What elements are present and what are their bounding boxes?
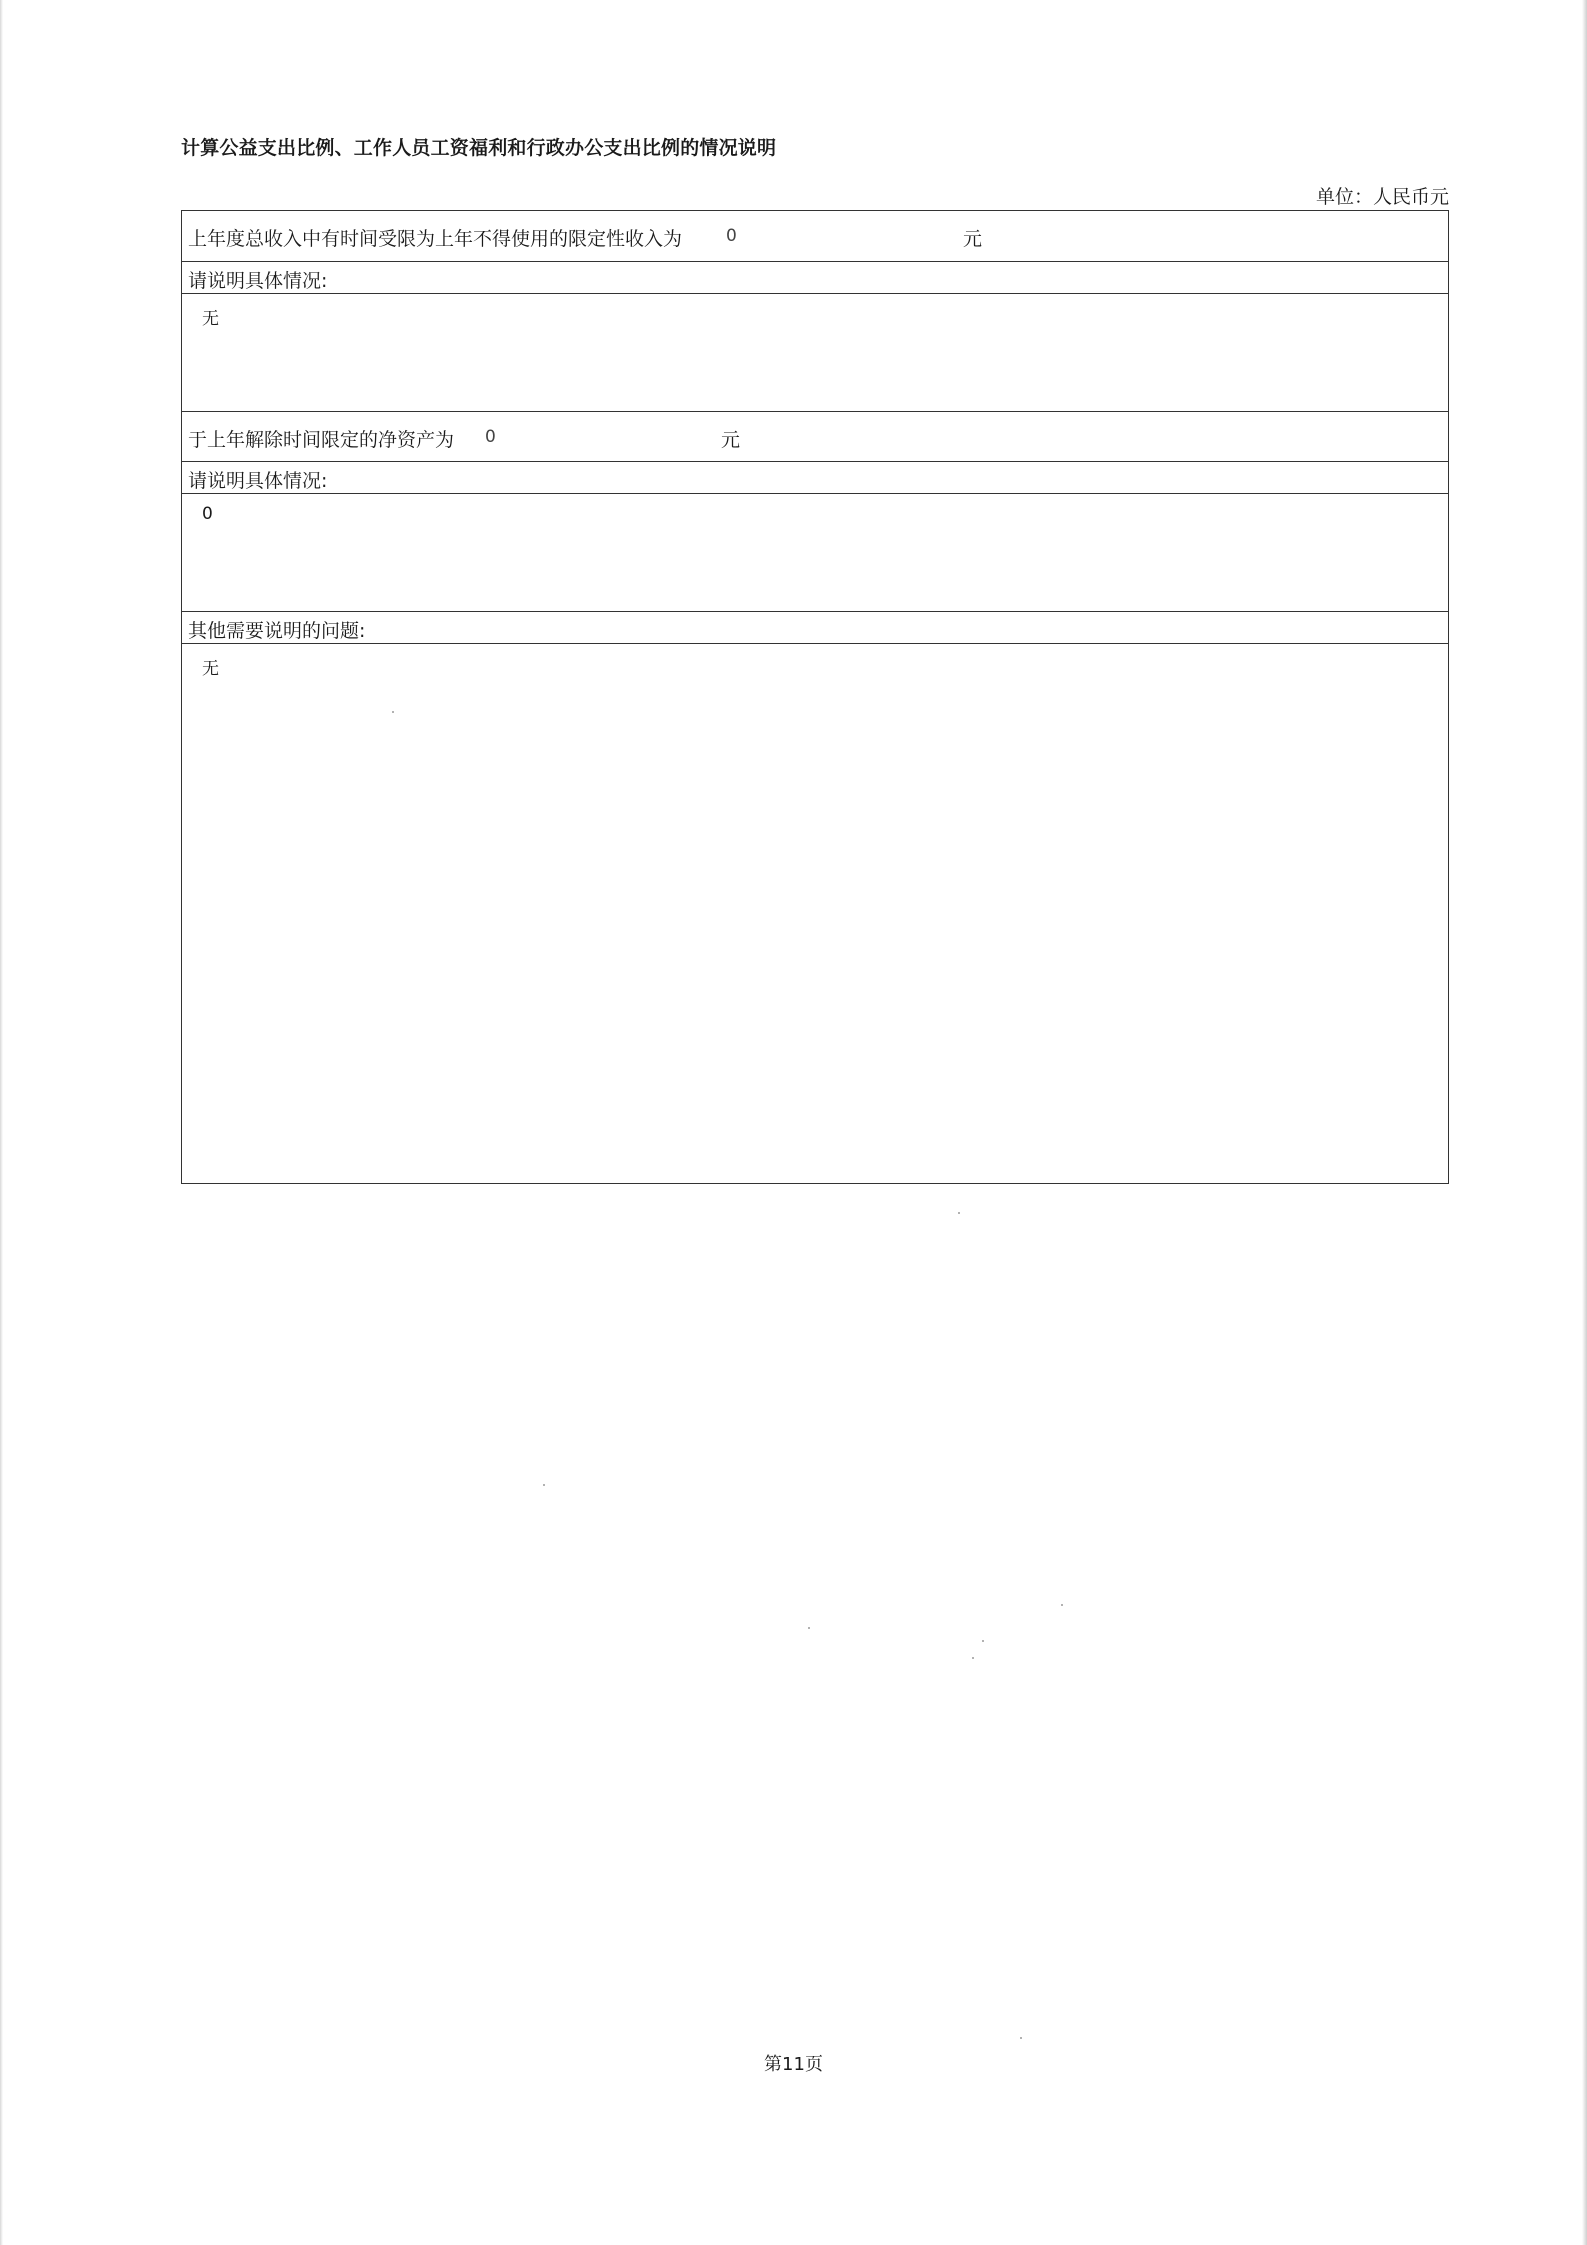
other-issues-content: 无	[202, 659, 219, 679]
released-net-assets-explain-label: 请说明具体情况:	[188, 470, 328, 492]
scan-speck	[958, 1212, 960, 1214]
restricted-income-label: 上年度总收入中有时间受限为上年不得使用的限定性收入为	[188, 228, 683, 250]
unit-note: 单位：人民币元	[1315, 186, 1449, 208]
scan-edge-left	[0, 0, 3, 2245]
released-net-assets-currency: 元	[721, 429, 741, 451]
released-net-assets-label: 于上年解除时间限定的净资产为	[188, 429, 455, 451]
released-net-assets-value: 0	[485, 427, 496, 447]
scan-speck	[392, 711, 394, 713]
restricted-income-value: 0	[726, 226, 737, 246]
released-net-assets-explain-header	[182, 462, 1448, 494]
other-issues-body	[182, 644, 1448, 1182]
scan-speck	[808, 1627, 810, 1629]
restricted-income-currency: 元	[963, 228, 983, 250]
other-issues-header	[182, 612, 1448, 644]
restricted-income-row	[182, 211, 1448, 262]
explanation-form	[181, 210, 1449, 1184]
scan-edge-right	[1582, 0, 1587, 2245]
other-issues-label: 其他需要说明的问题:	[188, 620, 366, 642]
restricted-income-explain-body	[182, 294, 1448, 412]
scan-speck	[1061, 1604, 1063, 1606]
restricted-income-explain-header	[182, 262, 1448, 294]
page-title: 计算公益支出比例、工作人员工资福利和行政办公支出比例的情况说明	[181, 137, 777, 159]
restricted-income-explain-content: 无	[202, 309, 219, 329]
scan-speck	[982, 1640, 984, 1642]
scan-speck	[1020, 2037, 1022, 2039]
released-net-assets-explain-body	[182, 494, 1448, 612]
scan-speck	[972, 1657, 974, 1659]
released-net-assets-explain-content: 0	[202, 504, 213, 524]
released-net-assets-row	[182, 412, 1448, 462]
restricted-income-explain-label: 请说明具体情况:	[188, 270, 328, 292]
scan-speck	[543, 1484, 545, 1486]
page-number: 第11页	[764, 2054, 823, 2075]
